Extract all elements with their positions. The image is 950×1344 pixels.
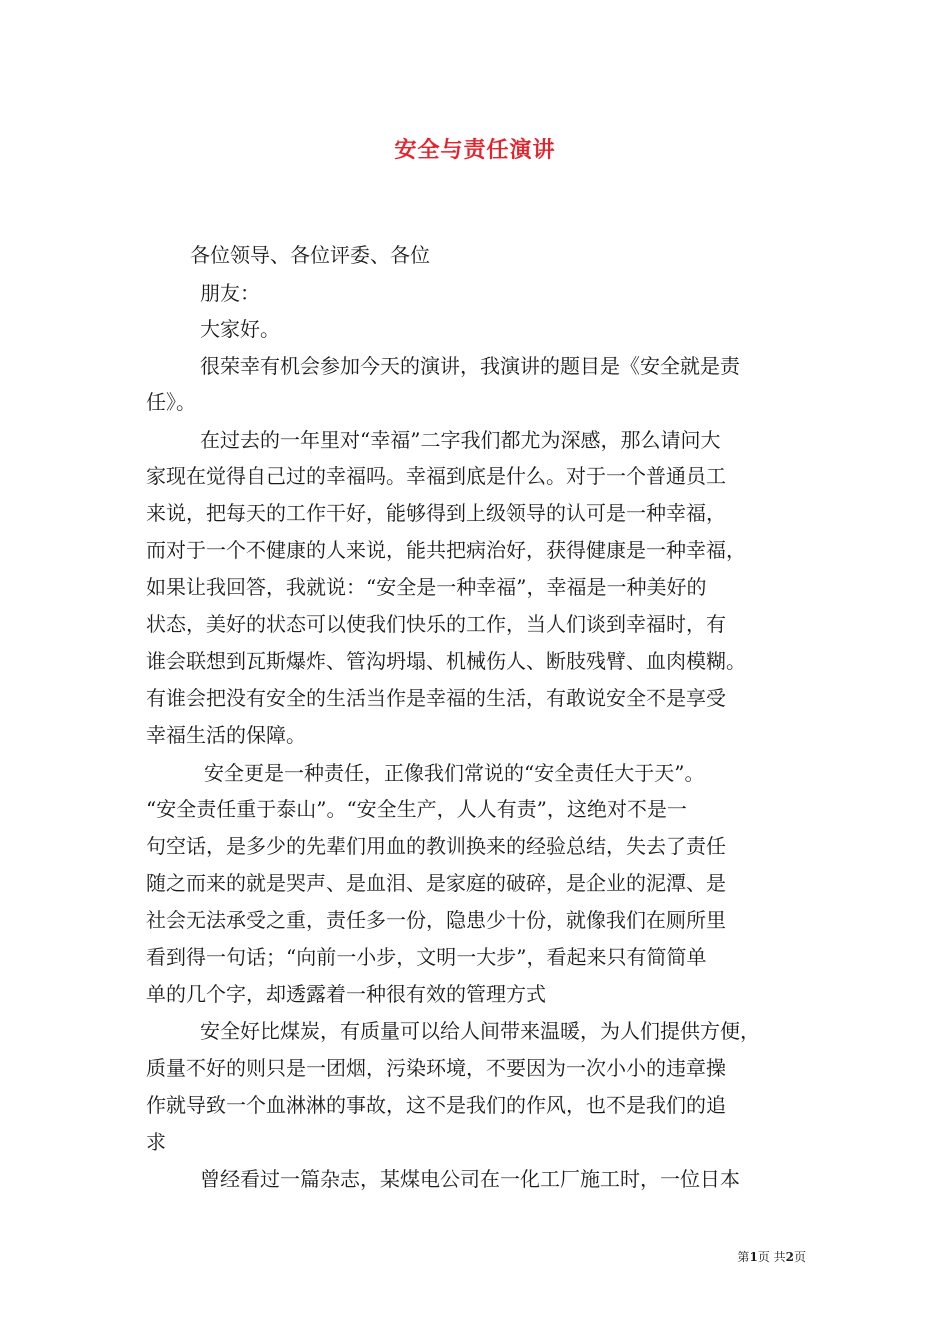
- paragraph-line: 在过去的一年里对“幸福”二字我们都尤为深感，那么请问大: [200, 428, 721, 452]
- paragraph-line: 求: [146, 1130, 166, 1154]
- total-page-number: 2: [785, 1250, 794, 1264]
- paragraph-line: 如果让我回答，我就说：“安全是一种幸福”，幸福是一种美好的: [146, 575, 707, 599]
- footer-prefix: 第: [737, 1250, 750, 1264]
- footer-middle: 页 共: [757, 1250, 786, 1264]
- footer-suffix: 页: [793, 1250, 806, 1264]
- paragraph-line: 随之而来的就是哭声、是血泪、是家庭的破碎，是企业的泥潭、是: [146, 871, 726, 895]
- paragraph-line: 有谁会把没有安全的生活当作是幸福的生活，有敢说安全不是享受: [146, 686, 726, 710]
- paragraph-line: 社会无法承受之重，责任多一份，隐患少十份，就像我们在厕所里: [146, 908, 726, 932]
- paragraph-line: 安全好比煤炭，有质量可以给人间带来温暖，为人们提供方便，: [200, 1019, 760, 1043]
- paragraph-line: 任》。: [146, 390, 196, 414]
- paragraph-line: 家现在觉得自己过的幸福吗。幸福到底是什么。对于一个普通员工: [146, 464, 726, 488]
- paragraph-line: 很荣幸有机会参加今天的演讲，我演讲的题目是《安全就是责: [200, 354, 740, 378]
- paragraph-line: 单的几个字，却透露着一种很有效的管理方式: [146, 982, 546, 1006]
- paragraph-line: 作就导致一个血淋淋的事故，这不是我们的作风，也不是我们的追: [146, 1093, 726, 1117]
- paragraph-line: 安全更是一种责任，正像我们常说的“安全责任大于天”。: [204, 761, 705, 785]
- paragraph-line: 质量不好的则只是一团烟，污染环境，不要因为一次小小的违章操: [146, 1056, 726, 1080]
- paragraph-line: 谁会联想到瓦斯爆炸、管沟坍塌、机械伤人、断肢残臂、血肉模糊。: [146, 649, 746, 673]
- paragraph-line: 朋友：: [200, 281, 260, 305]
- paragraph-line: “安全责任重于泰山”。“安全生产，人人有责”，这绝对不是一: [146, 797, 687, 821]
- paragraph-line: 来说，把每天的工作干好，能够得到上级领导的认可是一种幸福，: [146, 501, 726, 525]
- paragraph-line: 而对于一个不健康的人来说，能共把病治好，获得健康是一种幸福，: [146, 538, 746, 562]
- paragraph-line: 幸福生活的保障。: [146, 723, 306, 747]
- paragraph-line: 状态，美好的状态可以使我们快乐的工作，当人们谈到幸福时，有: [146, 612, 726, 636]
- paragraph-line: 大家好。: [200, 317, 280, 341]
- document-title: 安全与责任演讲: [394, 137, 556, 163]
- paragraph-line: 看到得一句话；“向前一小步，文明一大步”，看起来只有简简单: [146, 945, 707, 969]
- current-page-number: 1: [749, 1250, 758, 1264]
- paragraph-line: 各位领导、各位评委、各位: [190, 243, 430, 267]
- paragraph-line: 曾经看过一篇杂志，某煤电公司在一化工厂施工时，一位日本: [200, 1167, 740, 1191]
- paragraph-line: 句空话，是多少的先辈们用血的教训换来的经验总结，失去了责任: [146, 834, 726, 858]
- page-number-footer: [737, 1248, 806, 1265]
